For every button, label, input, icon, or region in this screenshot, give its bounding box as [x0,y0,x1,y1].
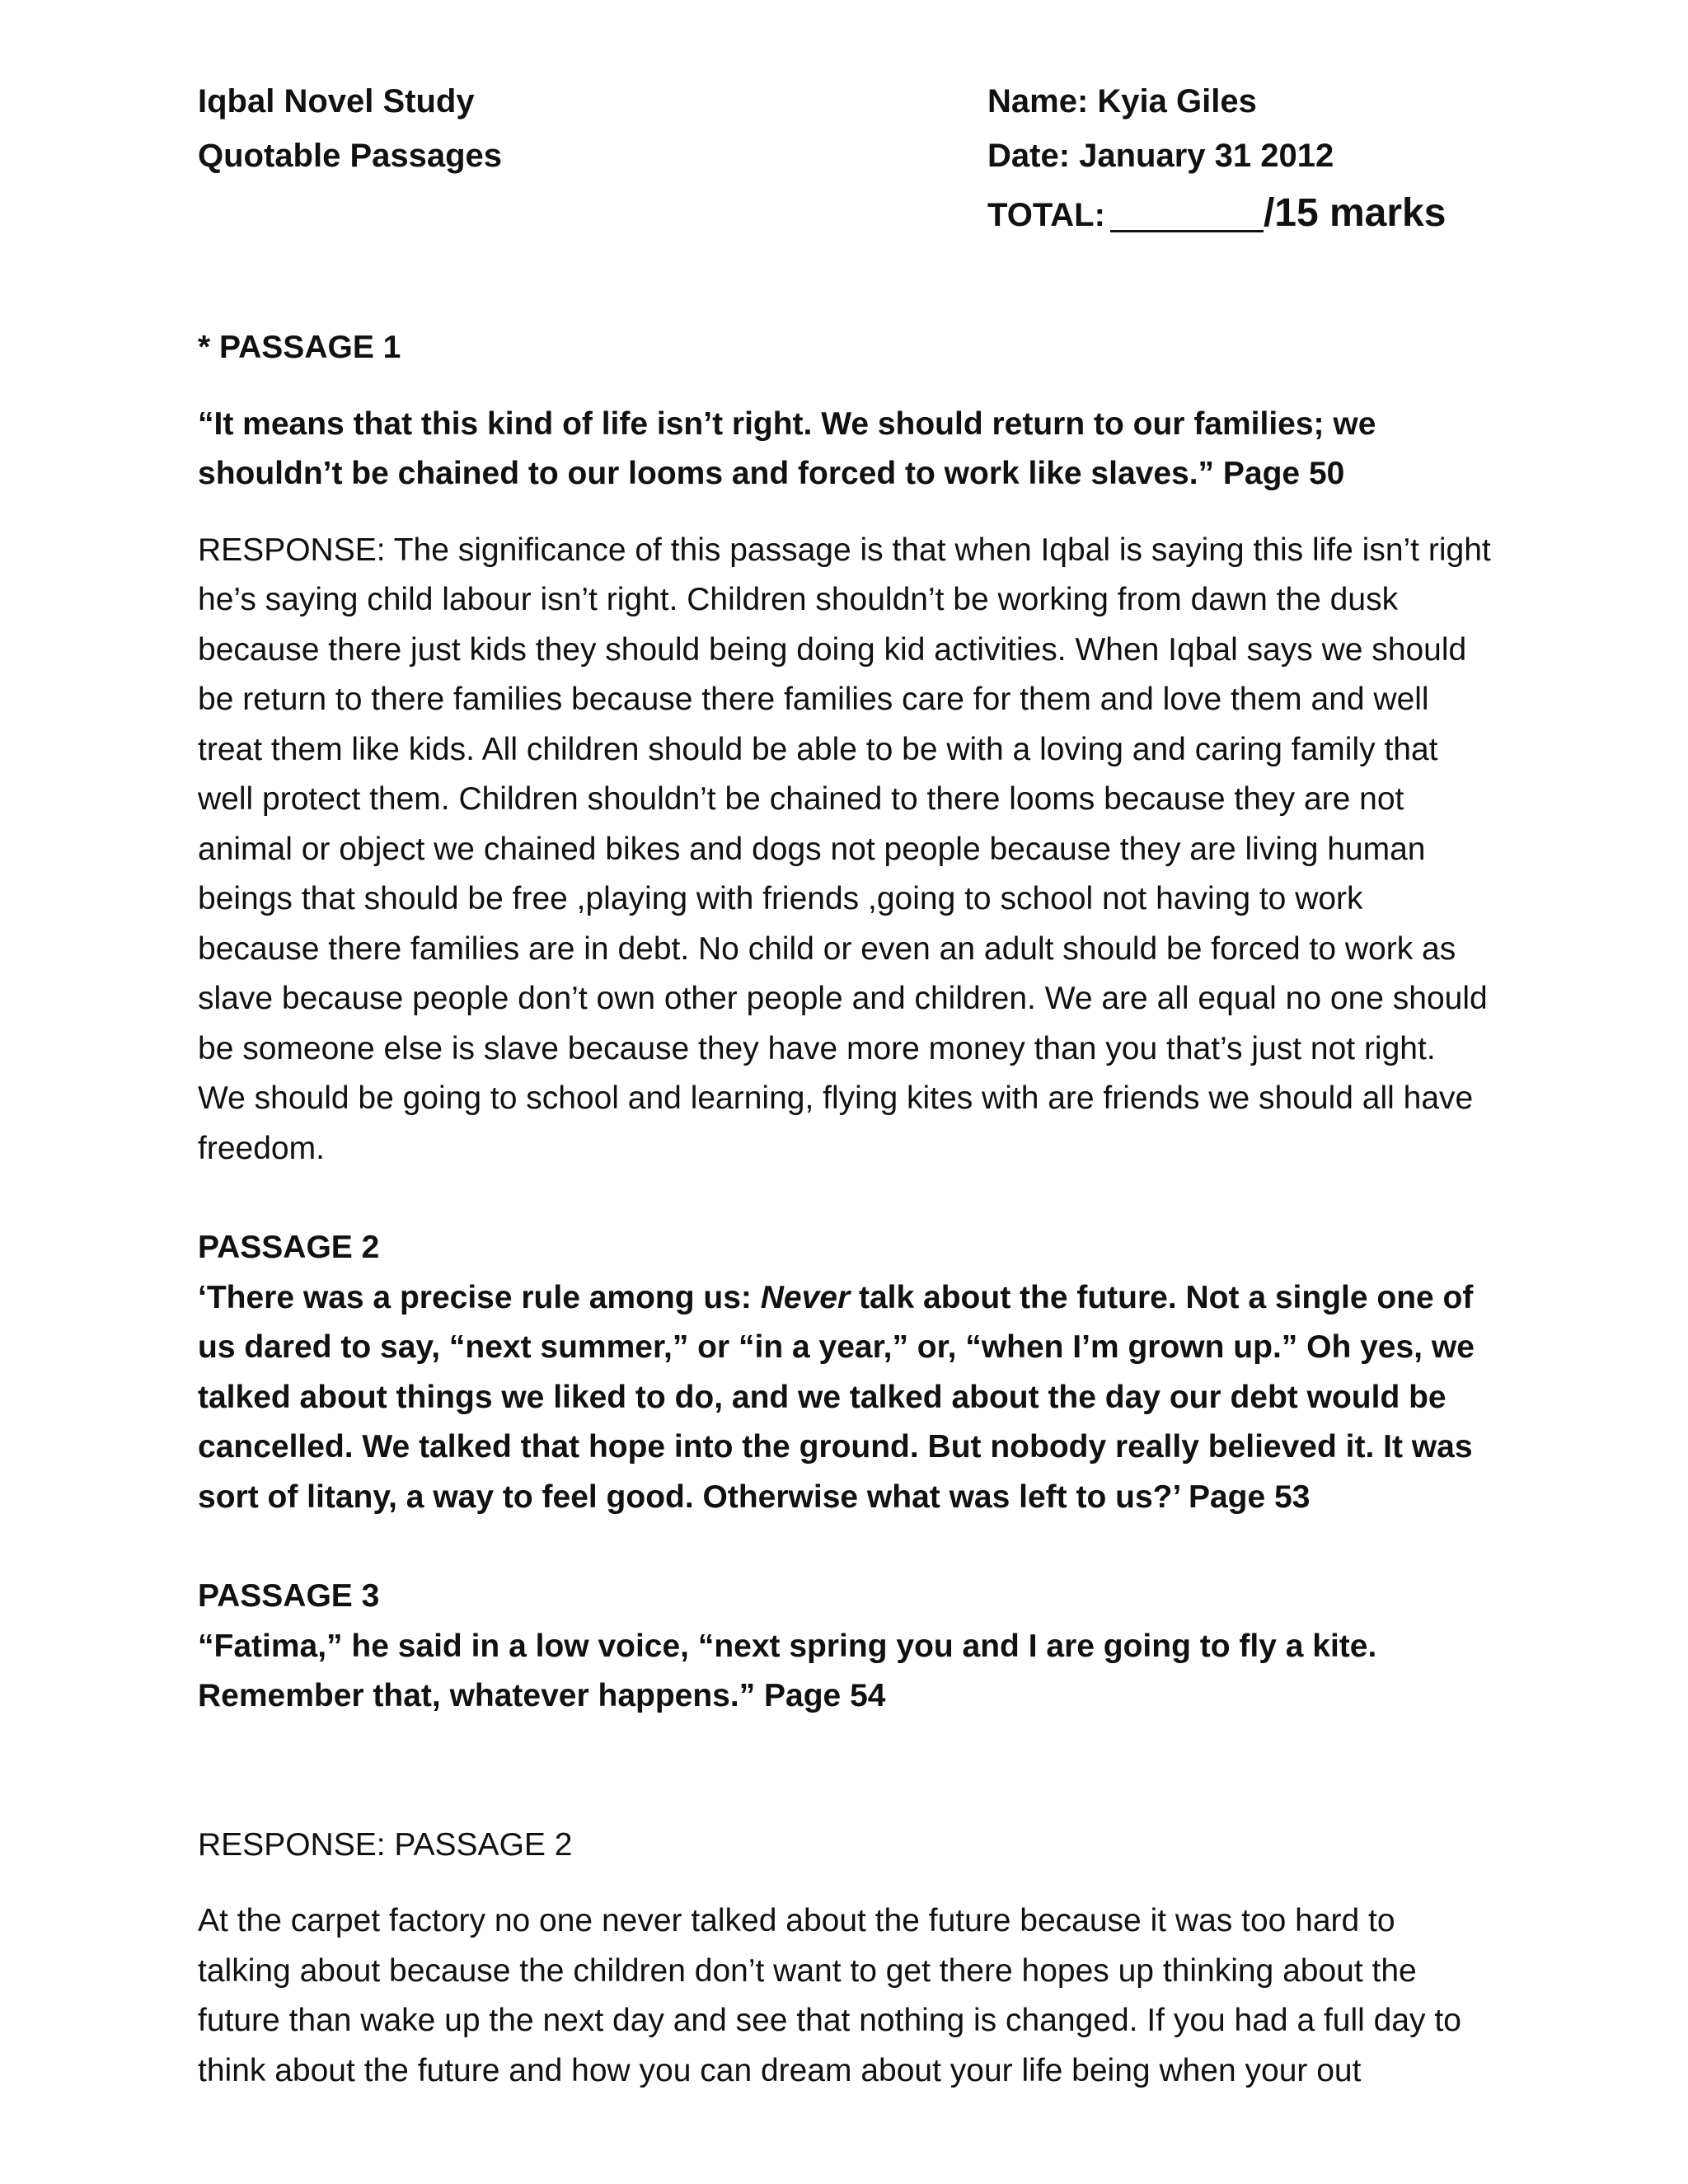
total-blank-line [1110,194,1264,232]
header-left [198,74,502,183]
header-right [987,74,1446,246]
passage-2-quote [198,1273,1492,1523]
response-2-text: At the carpet factory no one never talked about the future because it was too hard to talking about because the children don’t want to get there hopes up thinking about the future than wake up the next day and see that nothing is changed. If you had a full day to think about the future and how you can dream about your life being when your out [198,1903,1461,2088]
response-2-heading: RESPONSE: PASSAGE 2 [198,1826,573,1863]
document-title: Iqbal Novel Study [198,83,475,120]
passage-2-quote-emphasis: Never [760,1279,851,1315]
passage-3-quote: “Fatima,” he said in a low voice, “next spring you and I are going to fly a kite. Remember that, whatever happens.” Page 54 [198,1628,1377,1713]
total-label: TOTAL: [987,197,1105,233]
total-marks: /15 marks [1263,191,1447,235]
document-date: Date: January 31 2012 [987,138,1334,174]
passage-1-quote: “It means that this kind of life isn’t right. We should return to our families; we shouldn’t be chained to our looms and forced to work like slaves.” Page 50 [198,405,1376,491]
document-subtitle: Quotable Passages [198,138,503,174]
passage-2-quote-end: talk about the future. Not a single one of us dared to say, “next summer,” or “in a year,” or, “when I’m grown up.” Oh yes, we talked about things we liked to do, and we talked about the day our debt would be cancelled. We talked that hope into the ground. But nobody really believed it. It was sort of litany, a way to feel good. Otherwise what was left to us?’ Page 53 [198,1279,1475,1515]
total-score [987,183,1446,246]
passage-1-heading: * PASSAGE 1 [198,330,401,365]
passage-3-heading: PASSAGE 3 [198,1578,380,1614]
passage-2-heading: PASSAGE 2 [198,1230,380,1265]
passage-1-response: RESPONSE: The significance of this passage is that when Iqbal is saying this life isn’t right he’s saying child labour isn’t right. Children shouldn’t be working from dawn the dusk because there just kids they should being doing kid activities. When Iqbal says we should be return to there families because there families care for them and love them and well treat them like kids. All children should be able to be with a loving and caring family that well protect them. Children shouldn’t be chained to there looms because they are not animal or object we chained bikes and dogs not people because they are living human beings that should be free ,playing with friends ,going to school not having to work because there families are in debt. No child or even an adult should be forced to work as slave because people don’t own other people and children. We are all equal no one should be someone else is slave because they have more money than you that’s just not right. We should be going to school and learning, flying kites with are friends we should all have freedom. [198,532,1491,1166]
passage-2-quote-start: ‘There was a precise rule among us: [198,1279,761,1315]
student-name: Name: Kyia Giles [987,83,1257,120]
document-body [198,323,1492,2096]
